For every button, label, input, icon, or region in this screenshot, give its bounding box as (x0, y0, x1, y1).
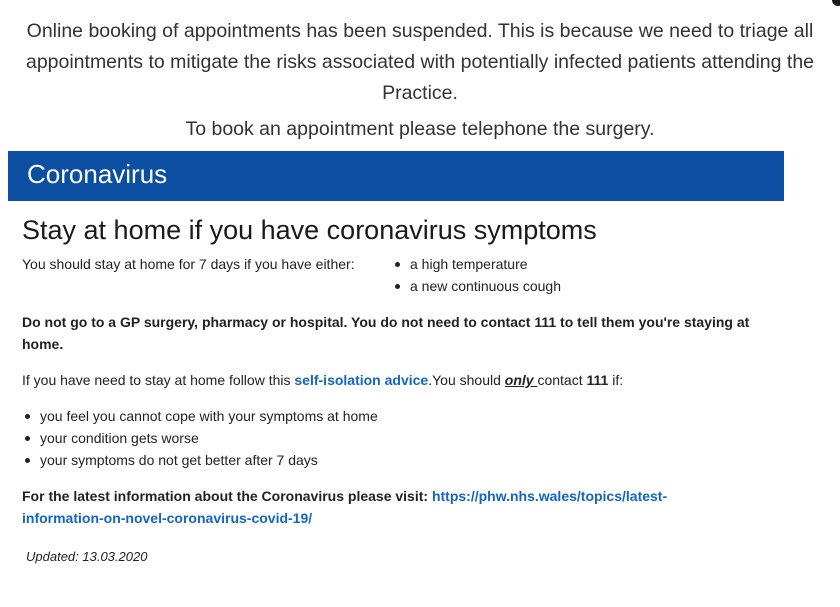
symptoms-list (392, 253, 561, 297)
list-item: your condition gets worse (22, 427, 782, 449)
banner-title: Coronavirus (27, 159, 168, 189)
contact-reasons-list (22, 405, 782, 471)
list-item: your symptoms do not get better after 7 days (22, 449, 782, 471)
coronavirus-banner (8, 151, 784, 201)
latest-info-paragraph (22, 485, 742, 529)
list-item: a high temperature (392, 253, 561, 275)
advice-middle: .You should (428, 372, 505, 388)
advice-suffix: if: (608, 372, 624, 388)
symptoms-intro: You should stay at home for 7 days if you have either: (22, 256, 355, 272)
main-content (22, 210, 782, 568)
booking-suspended-text: Online booking of appointments has been suspended. This is because we need to triage all appointments to mitigate the risks associated with potentially infected patients attending the Practice. (25, 20, 815, 104)
booking-telephone-text: To book an appointment please telephone the surgery. (185, 118, 655, 140)
self-isolation-paragraph (22, 369, 782, 391)
updated-date: Updated: 13.03.2020 (26, 549, 148, 564)
latest-info-text: For the latest information about the Coronavirus please visit: (22, 488, 432, 504)
advice-number: 111 (586, 372, 609, 388)
self-isolation-advice-link[interactable]: self-isolation advice (294, 372, 429, 388)
advice-only-emphasis: only (504, 372, 538, 388)
list-item: you feel you cannot cope with your symptoms at home (22, 405, 782, 427)
advice-contact: contact (537, 372, 587, 388)
booking-notice (0, 0, 840, 145)
symptoms-section (22, 253, 782, 297)
page-heading: Stay at home if you have coronavirus symptoms (22, 215, 597, 245)
warning-text: Do not go to a GP surgery, pharmacy or hospital. You do not need to contact 111 to tell them you're staying at home. (22, 314, 750, 352)
advice-prefix: If you have need to stay at home follow this (22, 372, 295, 388)
list-item: a new continuous cough (392, 275, 561, 297)
phw-latest-info-link[interactable]: https://phw.nhs.wales/topics/latest-information-on-novel-coronavirus-covid-19/ (22, 488, 668, 526)
